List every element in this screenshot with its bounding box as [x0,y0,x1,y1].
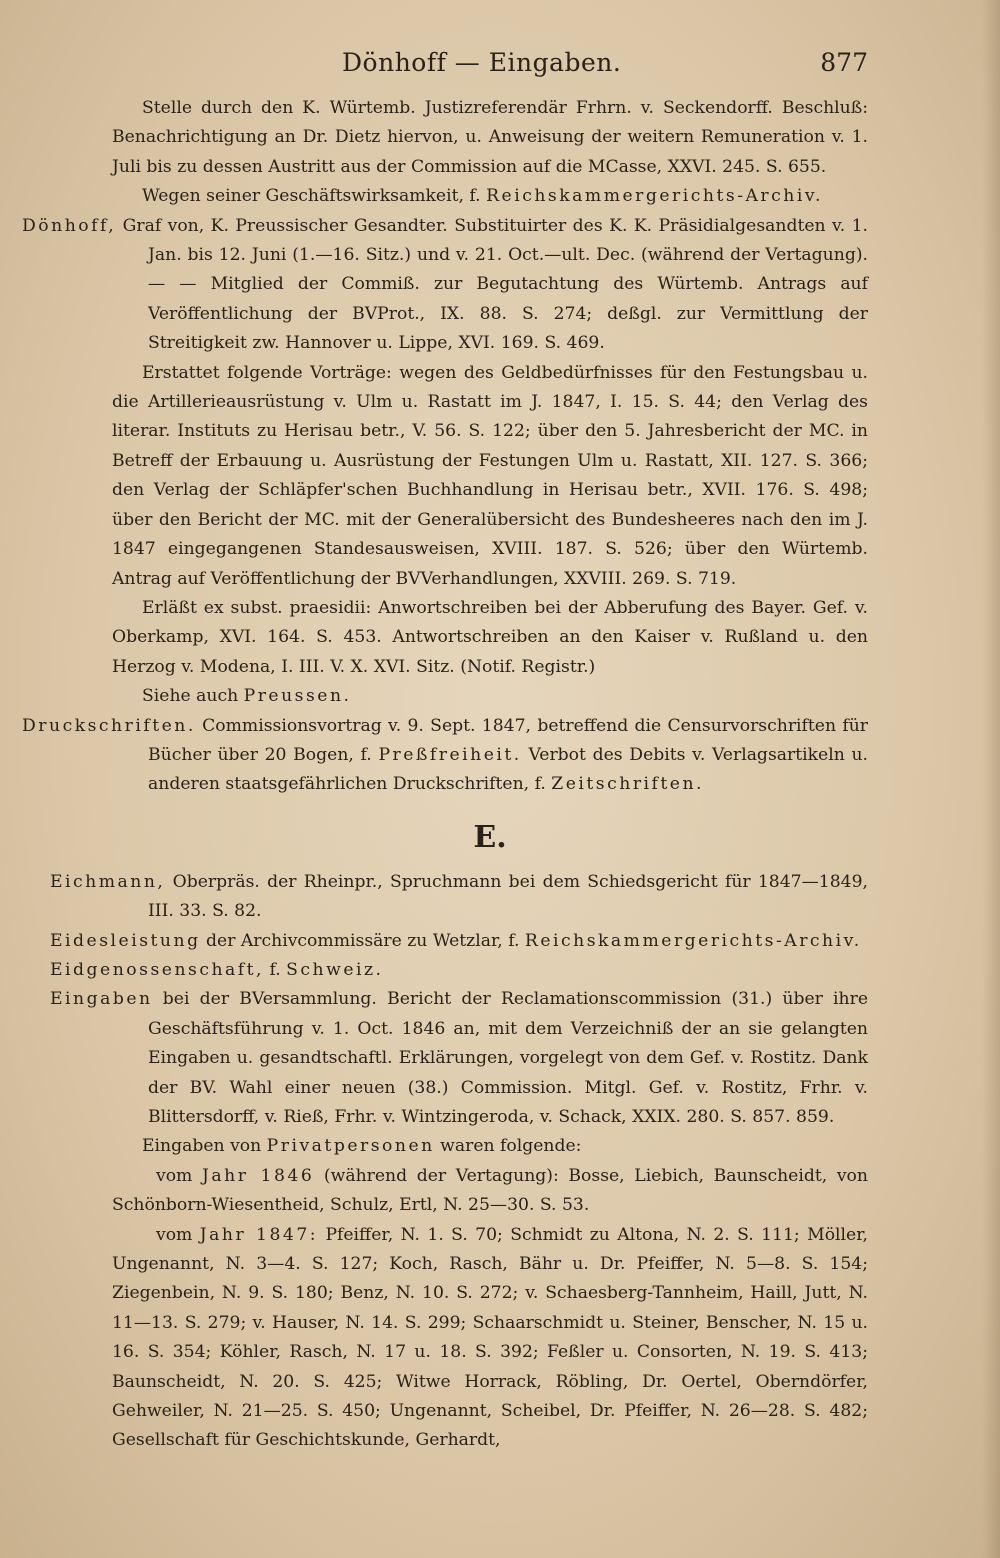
entry-text: vom [156,1165,202,1186]
entry-text: vom [156,1224,200,1245]
entry-text: bei der BVersammlung. Bericht der Reclamationscommission (31.) über ihre Geschäftsführung v. 1. Oct. 1846 an, mit dem Verzeichniß der an sie gelangten Eingaben u. gesandtschaftl. Erklärungen, vorgelegt von dem Gef. v. Rostitz. Dank der BV. Wahl einer neuen (38.) Commission. Mitgl. Gef. v. Rostitz, Frhr. v. Blittersdorff, v. Rieß, Frhr. v. Wintzingeroda, v. Schack, XXIX. 280. S. 857. 859. [148,989,868,1127]
entry-eingaben-privat [112,1132,868,1161]
entry-doenhoff-erlaesst [112,594,868,682]
cross-reference: Reichskammergerichts-Archiv. [486,186,823,207]
entry-continuation-ref [112,182,868,211]
entry-druckschriften [22,712,868,800]
cross-reference: Zeitschriften. [551,774,705,795]
section-letter: E. [473,819,507,855]
entry-text: f. [264,959,287,980]
entry-subheading: Jahr 1846 [201,1165,315,1186]
entry-text: Commissionsvortrag v. 9. Sept. 1847, betreffend die Censurvorschriften für Bücher über 20 Bogen, f. [148,715,868,765]
entry-text: waren folgende: [434,1136,582,1157]
page-fold-shadow [982,0,1000,1558]
entry-eingaben [50,985,868,1132]
entry-headword: Eidgenossenschaft, [50,959,265,980]
cross-reference: Preßfreiheit. [378,744,522,765]
page-header [112,40,868,88]
cross-reference: Reichskammergerichts-Archiv. [524,930,862,951]
entry-headword: Eichmann, [50,871,166,892]
entry-text: der Archivcommissäre zu Wetzlar, f. [200,930,525,951]
entry-eingaben-1847 [112,1221,868,1456]
entry-text: Pfeiffer, N. 1. S. 70; Schmidt zu Altona, N. 2. S. 111; Möller, Ungenannt, N. 3—4. S. 127; Koch, Rasch, Bähr u. Dr. Pfeiffer, N. 5—8. S. 154; Ziegenbein, N. 9. S. 180; Benz, N. 10. S. 272; v. Schaesberg-Tannheim, Haill, Jutt, N. 11—13. S. 279; v. Hauser, N. 14. S. 299; Schaarschmidt u. Steiner, Benscher, N. 15 u. 16. S. 354; Köhler, Rasch, N. 17 u. 18. S. 392; Feßler u. Consorten, N. 19. S. 413; Baunscheidt, N. 20. S. 425; Witwe Horrack, Röbling, Dr. Oertel, Oberndörfer, Gehweiler, N. 21—25. S. 450; Ungenannt, Scheibel, Dr. Pfeiffer, N. 26—28. S. 482; Gesellschaft für Geschichtskunde, Gerhardt, [112,1224,868,1451]
entry-subheading: Jahr 1847: [199,1224,319,1245]
entry-headword: Druckschriften. [22,715,196,736]
entry-headword: Dönhoff, [22,215,117,236]
entry-text: Oberpräs. der Rheinpr., Spruchmann bei dem Schiedsgericht für 1847—1849, III. 33. S. 82. [148,871,868,922]
entry-text: Eingaben von [142,1136,267,1157]
entry-text: Stelle durch den K. Würtemb. Justizreferendär Frhrn. v. Seckendorff. Beschluß: Benachrichtigung an Dr. Dietz hiervon, u. Anweisung der weitern Remuneration v. 1. Juli bis zu dessen Austritt aus der Commission auf die MCasse, XXVI. 245. S. 655. [112,98,868,177]
entry-text: Erstattet folgende Vorträge: wegen des Geldbedürfnisses für den Festungsbau u. die Artillerieausrüstung v. Ulm u. Rastatt im J. 1847, I. 15. S. 44; den Verlag des literar. Instituts zu Herisau betr., V. 56. S. 122; über den 5. Jahresbericht der MC. in Betreff der Erbauung u. Ausrüstung der Festungen Ulm u. Rastatt, XII. 127. S. 366; den Verlag der Schläpfer'schen Buchhandlung in Herisau betr., XVII. 176. S. 498; über den Bericht der MC. mit der Generalübersicht des Bundesheeres nach den im J. 1847 eingegangenen Standesausweisen, XVIII. 187. S. 526; über den Würtemb. Antrag auf Veröffentlichung der BVVerhandlungen, XXVIII. 269. S. 719. [112,362,868,589]
entry-eingaben-1846 [112,1162,868,1221]
running-head: Dönhoff — Eingaben. [342,48,622,77]
entry-text: Wegen seiner Geschäftswirksamkeit, f. [142,186,487,207]
entry-text: Erläßt ex subst. praesidii: Anwortschreiben bei der Abberufung des Bayer. Gef. v. Oberkamp, XVI. 164. S. 453. Antwortschreiben an den Kaiser v. Rußland u. den Herzog v. Modena, I. III. V. X. XVI. Sitz. (Notif. Registr.) [112,597,868,677]
entry-text: Graf von, K. Preussischer Gesandter. Substituirter des K. K. Präsidialgesandten v. 1. Jan. bis 12. Juni (1.—16. Sitz.) und v. 21. Oct.—ult. Dec. (während der Vertagung). — — Mitglied der Commiß. zur Begutachtung des Würtemb. Antrags auf Veröffentlichung der BVProt., IX. 88. S. 274; deßgl. zur Vermittlung der Streitigkeit zw. Hannover u. Lippe, XVI. 169. S. 469. [116,215,868,354]
entry-eidesleistung [50,927,868,956]
index-text [22,94,869,1456]
entry-headword: Eingaben [50,989,153,1010]
entry-subheading: Privatpersonen [266,1136,435,1157]
entry-eichmann [50,868,868,927]
cross-reference: Preussen. [243,686,352,707]
entry-continuation [112,94,868,182]
cross-reference: Schweiz. [286,959,384,980]
entry-text: (während der Vertagung): Bosse, Liebich, Baunscheidt, von Schönborn-Wiesentheid, Schulz, Ertl, N. 25—30. S. 53. [112,1165,868,1216]
entry-text: Siehe auch [142,686,244,707]
entry-doenhoff [22,212,868,359]
entry-doenhoff-siehe [112,682,868,711]
entry-doenhoff-vortraege [112,359,868,594]
page-number: 877 [820,48,868,77]
entry-text: Verbot des Debits v. Verlagsartikeln u. anderen staatsgefährlichen Druckschriften, f. [148,744,869,795]
entry-headword: Eidesleistung [50,930,201,951]
entry-eidgenossenschaft [50,956,868,985]
